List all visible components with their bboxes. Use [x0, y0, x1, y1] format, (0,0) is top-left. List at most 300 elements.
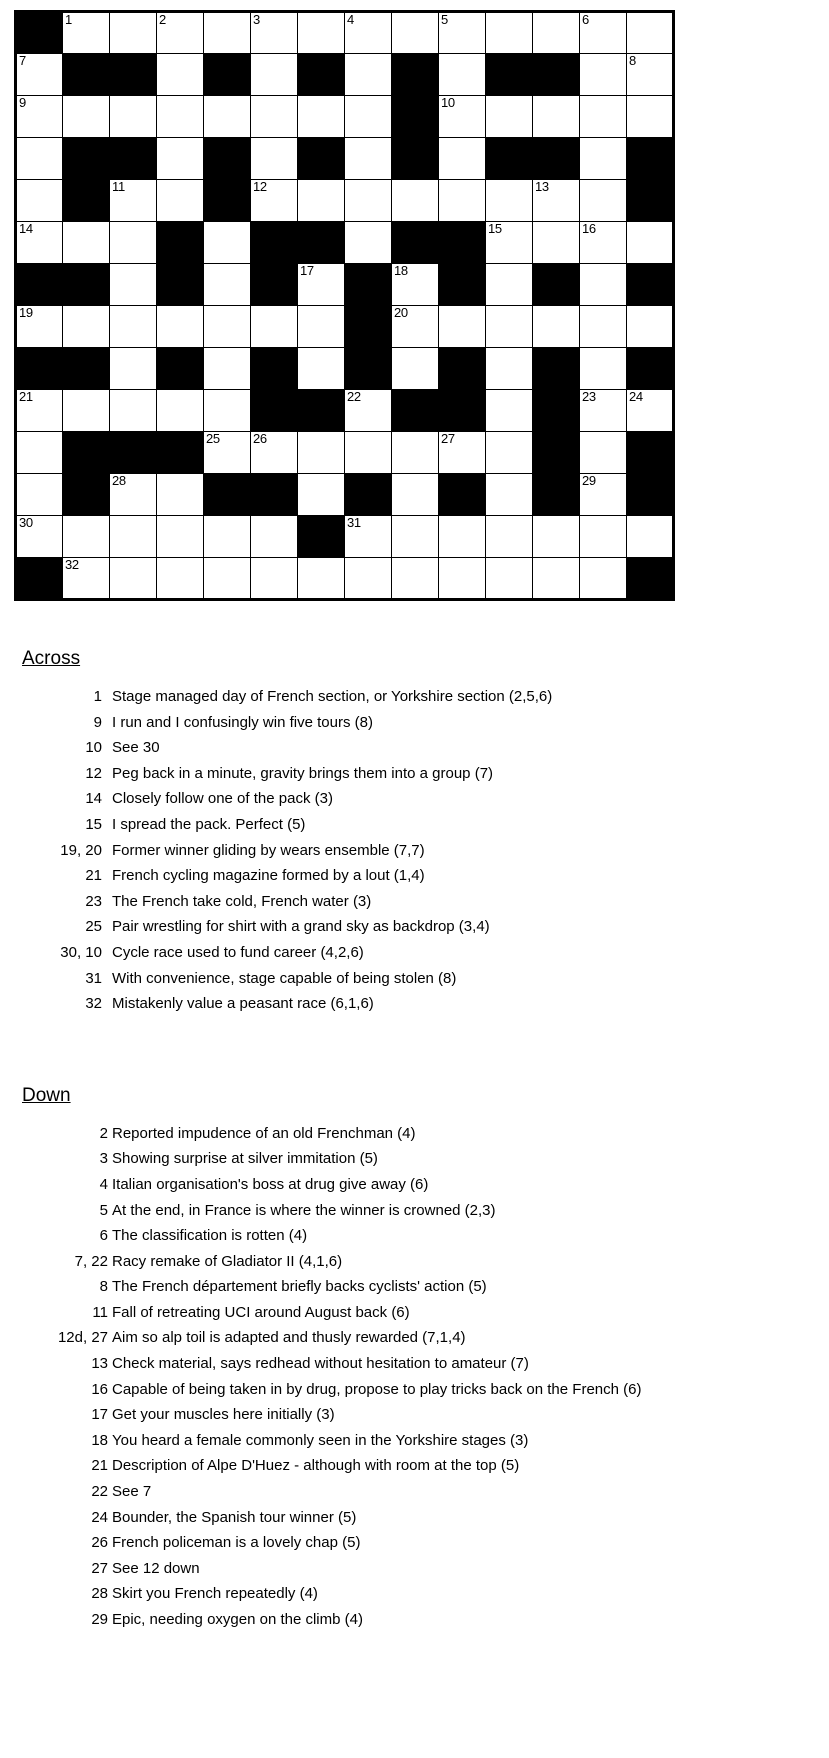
crossword-cell[interactable] [627, 306, 674, 348]
crossword-cell[interactable] [204, 558, 251, 600]
crossword-cell[interactable] [580, 432, 627, 474]
down-clue-item[interactable] [0, 1198, 829, 1224]
crossword-block-cell [392, 54, 439, 96]
crossword-cell[interactable] [298, 474, 345, 516]
down-clue-text: Italian organisation's boss at drug give away (6) [112, 1175, 429, 1193]
across-clue-text: I run and I confusingly win five tours (8) [112, 713, 373, 731]
crossword-cell[interactable] [580, 54, 627, 96]
crossword-block-cell [298, 390, 345, 432]
crossword-cell[interactable] [298, 12, 345, 54]
down-clue-item[interactable] [0, 1530, 829, 1556]
crossword-cell[interactable] [157, 558, 204, 600]
across-clue-number: 9 [93, 713, 102, 731]
down-clue-item[interactable] [0, 1453, 829, 1479]
down-clue-number: 18 [91, 1431, 108, 1449]
crossword-cell[interactable] [627, 54, 674, 96]
crossword-cell[interactable] [63, 96, 110, 138]
crossword-cell[interactable] [16, 138, 63, 180]
crossword-cell[interactable] [16, 306, 63, 348]
crossword-row [16, 222, 674, 264]
crossword-cell[interactable] [251, 12, 298, 54]
crossword-cell[interactable] [345, 180, 392, 222]
across-clue-list [0, 684, 829, 1017]
crossword-cell[interactable] [627, 390, 674, 432]
across-clue-number: 30, 10 [60, 943, 102, 961]
crossword-cell[interactable] [580, 516, 627, 558]
crossword-cell[interactable] [157, 96, 204, 138]
across-clue-number: 23 [85, 892, 102, 910]
crossword-cell[interactable] [16, 222, 63, 264]
down-clue-number: 21 [91, 1457, 108, 1475]
crossword-block-cell [16, 348, 63, 390]
cell-number: 17 [300, 263, 314, 278]
crossword-block-cell [110, 54, 157, 96]
cell-number: 19 [19, 305, 33, 320]
crossword-row [16, 180, 674, 222]
cell-number: 6 [582, 12, 589, 27]
cell-number: 13 [535, 179, 549, 194]
crossword-cell[interactable] [627, 96, 674, 138]
crossword-block-cell [627, 558, 674, 600]
crossword-block-cell [16, 558, 63, 600]
crossword-cell[interactable] [439, 96, 486, 138]
crossword-block-cell [204, 180, 251, 222]
crossword-cell[interactable] [204, 348, 251, 390]
crossword-cell[interactable] [392, 474, 439, 516]
crossword-block-cell [627, 138, 674, 180]
crossword-cell[interactable] [16, 474, 63, 516]
crossword-cell[interactable] [157, 474, 204, 516]
cell-number: 32 [65, 557, 79, 572]
crossword-block-cell [486, 54, 533, 96]
crossword-cell[interactable] [580, 348, 627, 390]
crossword-cell[interactable] [486, 348, 533, 390]
crossword-cell[interactable] [345, 12, 392, 54]
down-clue-text: Check material, says redhead without hesitation to amateur (7) [112, 1355, 529, 1373]
crossword-cell[interactable] [392, 516, 439, 558]
cell-number: 22 [347, 389, 361, 404]
crossword-block-cell [345, 306, 392, 348]
down-clue-item[interactable] [0, 1402, 829, 1428]
crossword-cell[interactable] [580, 180, 627, 222]
crossword-cell[interactable] [16, 390, 63, 432]
crossword-cell[interactable] [251, 180, 298, 222]
down-clue-item[interactable] [0, 1172, 829, 1198]
crossword-cell[interactable] [392, 558, 439, 600]
crossword-cell[interactable] [439, 306, 486, 348]
cell-number: 30 [19, 515, 33, 530]
crossword-cell[interactable] [580, 306, 627, 348]
crossword-cell[interactable] [298, 180, 345, 222]
down-clue-text: The classification is rotten (4) [112, 1227, 308, 1245]
down-clue-number: 16 [91, 1380, 108, 1398]
down-clue-text: You heard a female commonly seen in the Yorkshire stages (3) [112, 1431, 529, 1449]
crossword-cell[interactable] [439, 558, 486, 600]
crossword-cell[interactable] [439, 516, 486, 558]
crossword-block-cell [392, 390, 439, 432]
down-clue-text: Aim so alp toil is adapted and thusly rewarded (7,1,4) [112, 1329, 466, 1347]
crossword-block-cell [157, 348, 204, 390]
crossword-cell[interactable] [204, 12, 251, 54]
down-clue-text: Skirt you French repeatedly (4) [112, 1585, 318, 1603]
across-clue-item[interactable] [0, 786, 829, 812]
crossword-block-cell [251, 222, 298, 264]
crossword-cell[interactable] [251, 516, 298, 558]
crossword-cell[interactable] [298, 264, 345, 306]
crossword-cell[interactable] [580, 12, 627, 54]
across-clue-text: Closely follow one of the pack (3) [112, 790, 333, 808]
crossword-block-cell [345, 348, 392, 390]
cell-number: 3 [253, 12, 260, 27]
down-clue-number: 29 [91, 1611, 108, 1628]
across-clue-item[interactable] [0, 889, 829, 915]
down-clue-item[interactable] [0, 1223, 829, 1249]
crossword-block-cell [110, 432, 157, 474]
crossword-cell[interactable] [110, 264, 157, 306]
cell-number: 27 [441, 431, 455, 446]
crossword-grid[interactable] [14, 10, 675, 601]
crossword-cell[interactable] [157, 12, 204, 54]
crossword-block-cell [251, 390, 298, 432]
cell-number: 12 [253, 179, 267, 194]
crossword-cell[interactable] [439, 54, 486, 96]
crossword-cell[interactable] [63, 306, 110, 348]
crossword-block-cell [439, 222, 486, 264]
crossword-cell[interactable] [533, 516, 580, 558]
crossword-cell[interactable] [627, 222, 674, 264]
across-clue-number: 14 [85, 790, 102, 808]
down-clue-number: 26 [91, 1534, 108, 1552]
crossword-cell[interactable] [345, 222, 392, 264]
crossword-cell[interactable] [157, 54, 204, 96]
crossword-cell[interactable] [486, 390, 533, 432]
crossword-block-cell [439, 474, 486, 516]
crossword-cell[interactable] [110, 96, 157, 138]
crossword-cell[interactable] [345, 96, 392, 138]
down-clue-number: 8 [99, 1278, 108, 1296]
crossword-block-cell [63, 264, 110, 306]
crossword-cell[interactable] [251, 558, 298, 600]
down-clue-text: Bounder, the Spanish tour winner (5) [112, 1508, 357, 1526]
crossword-cell[interactable] [157, 390, 204, 432]
down-clue-text: At the end, in France is where the winner is crowned (2,3) [112, 1201, 496, 1219]
crossword-cell[interactable] [298, 558, 345, 600]
crossword-block-cell [627, 264, 674, 306]
crossword-cell[interactable] [533, 222, 580, 264]
crossword-cell[interactable] [533, 12, 580, 54]
crossword-cell[interactable] [345, 432, 392, 474]
crossword-cell[interactable] [486, 432, 533, 474]
down-clue-item[interactable] [0, 1146, 829, 1172]
crossword-block-cell [627, 474, 674, 516]
down-clue-item[interactable] [0, 1428, 829, 1454]
crossword-cell[interactable] [298, 96, 345, 138]
crossword-cell[interactable] [486, 180, 533, 222]
crossword-block-cell [63, 432, 110, 474]
crossword-cell[interactable] [486, 222, 533, 264]
crossword-block-cell [157, 222, 204, 264]
down-clue-item[interactable] [0, 1274, 829, 1300]
down-clue-number: 2 [99, 1124, 108, 1142]
crossword-cell[interactable] [392, 348, 439, 390]
crossword-cell[interactable] [204, 306, 251, 348]
crossword-cell[interactable] [204, 96, 251, 138]
crossword-cell[interactable] [580, 390, 627, 432]
crossword-cell[interactable] [251, 432, 298, 474]
across-clue-item[interactable] [0, 914, 829, 940]
down-clue-item[interactable] [0, 1300, 829, 1326]
crossword-block-cell [439, 264, 486, 306]
across-clue-item[interactable] [0, 812, 829, 838]
down-clue-item[interactable] [0, 1581, 829, 1607]
crossword-block-cell [204, 474, 251, 516]
crossword-cell[interactable] [110, 390, 157, 432]
crossword-cell[interactable] [16, 54, 63, 96]
down-clue-list [0, 1121, 829, 1633]
across-clue-text: Peg back in a minute, gravity brings them into a group (7) [112, 764, 494, 782]
crossword-cell[interactable] [486, 12, 533, 54]
crossword-cell[interactable] [63, 558, 110, 600]
crossword-cell[interactable] [110, 474, 157, 516]
crossword-block-cell [298, 516, 345, 558]
crossword-cell[interactable] [627, 516, 674, 558]
down-clue-text: See 7 [112, 1483, 152, 1501]
crossword-block-cell [157, 264, 204, 306]
crossword-cell[interactable] [392, 432, 439, 474]
across-clue-number: 31 [85, 969, 102, 987]
crossword-cell[interactable] [110, 306, 157, 348]
crossword-cell[interactable] [157, 180, 204, 222]
across-heading: Across [22, 648, 81, 669]
down-clue-number: 11 [92, 1303, 108, 1321]
crossword-cell[interactable] [16, 516, 63, 558]
across-clue-item[interactable] [0, 940, 829, 966]
cell-number: 7 [19, 53, 26, 68]
across-clue-item[interactable] [0, 684, 829, 710]
crossword-cell[interactable] [16, 96, 63, 138]
crossword-cell[interactable] [392, 306, 439, 348]
cell-number: 18 [394, 263, 408, 278]
across-clue-item[interactable] [0, 735, 829, 761]
crossword-cell[interactable] [439, 12, 486, 54]
crossword-cell[interactable] [63, 390, 110, 432]
crossword-cell[interactable] [110, 180, 157, 222]
crossword-cell[interactable] [486, 264, 533, 306]
crossword-cell[interactable] [345, 138, 392, 180]
crossword-cell[interactable] [16, 432, 63, 474]
down-clue-number: 4 [99, 1175, 108, 1193]
crossword-block-cell [157, 432, 204, 474]
crossword-cell[interactable] [157, 138, 204, 180]
cell-number: 20 [394, 305, 408, 320]
crossword-cell[interactable] [580, 264, 627, 306]
down-clue-item[interactable] [0, 1121, 829, 1147]
crossword-cell[interactable] [580, 138, 627, 180]
crossword-cell[interactable] [298, 348, 345, 390]
down-clue-item[interactable] [0, 1607, 829, 1633]
across-clue-number: 19, 20 [60, 841, 102, 859]
crossword-cell[interactable] [251, 96, 298, 138]
down-clue-text: Reported impudence of an old Frenchman (4) [112, 1124, 416, 1142]
crossword-block-cell [251, 348, 298, 390]
across-clue-item[interactable] [0, 710, 829, 736]
across-clue-text: The French take cold, French water (3) [112, 892, 372, 910]
crossword-cell[interactable] [204, 390, 251, 432]
crossword-block-cell [627, 180, 674, 222]
cell-number: 9 [19, 95, 26, 110]
crossword-cell[interactable] [533, 180, 580, 222]
crossword-cell[interactable] [251, 54, 298, 96]
crossword-cell[interactable] [533, 306, 580, 348]
down-clue-number: 28 [91, 1585, 108, 1603]
across-clue-text: Stage managed day of French section, or Yorkshire section (2,5,6) [112, 688, 553, 705]
crossword-block-cell [533, 432, 580, 474]
crossword-cell[interactable] [251, 138, 298, 180]
crossword-cell[interactable] [110, 516, 157, 558]
crossword-block-cell [63, 348, 110, 390]
crossword-cell[interactable] [157, 516, 204, 558]
crossword-block-cell [16, 264, 63, 306]
down-clue-number: 22 [91, 1483, 108, 1501]
cell-number: 5 [441, 12, 448, 27]
cell-number: 1 [65, 12, 72, 27]
down-clue-item[interactable] [0, 1479, 829, 1505]
crossword-block-cell [298, 54, 345, 96]
crossword-cell[interactable] [16, 180, 63, 222]
crossword-cell[interactable] [251, 306, 298, 348]
down-clue-item[interactable] [0, 1249, 829, 1275]
crossword-cell[interactable] [345, 558, 392, 600]
down-clue-number: 5 [99, 1201, 108, 1219]
crossword-cell[interactable] [439, 180, 486, 222]
crossword-cell[interactable] [486, 558, 533, 600]
cell-number: 10 [441, 95, 455, 110]
crossword-cell[interactable] [439, 432, 486, 474]
cell-number: 24 [629, 389, 643, 404]
crossword-cell[interactable] [204, 432, 251, 474]
crossword-cell[interactable] [345, 516, 392, 558]
across-clue-text: With convenience, stage capable of being stolen (8) [112, 969, 457, 987]
down-clue-item[interactable] [0, 1351, 829, 1377]
crossword-block-cell [110, 138, 157, 180]
crossword-cell[interactable] [63, 516, 110, 558]
crossword-block-cell [63, 474, 110, 516]
crossword-cell[interactable] [486, 474, 533, 516]
across-clue-number: 12 [85, 764, 102, 782]
crossword-row [16, 432, 674, 474]
cell-number: 28 [112, 473, 126, 488]
crossword-block-cell [298, 222, 345, 264]
crossword-cell[interactable] [110, 12, 157, 54]
down-clue-text: The French département briefly backs cyclists' action (5) [112, 1278, 487, 1296]
crossword-cell[interactable] [439, 138, 486, 180]
crossword-block-cell [63, 180, 110, 222]
crossword-cell[interactable] [157, 306, 204, 348]
cell-number: 25 [206, 431, 220, 446]
down-clue-text: Get your muscles here initially (3) [112, 1406, 335, 1424]
crossword-cell[interactable] [486, 516, 533, 558]
across-clue-item[interactable] [0, 838, 829, 864]
crossword-block-cell [392, 138, 439, 180]
crossword-cell[interactable] [486, 96, 533, 138]
crossword-row [16, 54, 674, 96]
down-clue-item[interactable] [0, 1325, 829, 1351]
down-clue-text: Description of Alpe D'Huez - although with room at the top (5) [112, 1457, 520, 1475]
across-clue-text: Mistakenly value a peasant race (6,1,6) [112, 995, 374, 1013]
crossword-block-cell [392, 96, 439, 138]
down-clue-text: French policeman is a lovely chap (5) [112, 1534, 361, 1552]
crossword-cell[interactable] [533, 96, 580, 138]
crossword-cell[interactable] [63, 222, 110, 264]
down-clue-number: 3 [99, 1150, 108, 1168]
across-clue-number: 10 [85, 739, 102, 757]
crossword-cell[interactable] [110, 558, 157, 600]
crossword-row [16, 12, 674, 54]
crossword-cell[interactable] [580, 474, 627, 516]
down-clue-text: See 12 down [112, 1559, 200, 1577]
crossword-block-cell [627, 348, 674, 390]
cell-number: 4 [347, 12, 354, 27]
down-clue-text: Racy remake of Gladiator II (4,1,6) [112, 1252, 343, 1270]
crossword-cell[interactable] [627, 12, 674, 54]
crossword-cell[interactable] [345, 54, 392, 96]
down-clue-item[interactable] [0, 1556, 829, 1582]
across-clue-text: Former winner gliding by wears ensemble (7,7) [112, 841, 425, 859]
crossword-block-cell [439, 390, 486, 432]
down-clue-text: Capable of being taken in by drug, propose to play tricks back on the French (6) [112, 1380, 642, 1398]
down-clue-number: 24 [91, 1508, 108, 1526]
crossword-cell[interactable] [110, 222, 157, 264]
crossword-cell[interactable] [486, 306, 533, 348]
crossword-cell[interactable] [204, 264, 251, 306]
cell-number: 8 [629, 53, 636, 68]
crossword-row [16, 390, 674, 432]
across-clue-item[interactable] [0, 863, 829, 889]
across-clue-item[interactable] [0, 966, 829, 992]
crossword-cell[interactable] [580, 222, 627, 264]
crossword-cell[interactable] [533, 558, 580, 600]
crossword-cell[interactable] [110, 348, 157, 390]
crossword-cell[interactable] [63, 12, 110, 54]
crossword-cell[interactable] [298, 432, 345, 474]
crossword-row [16, 474, 674, 516]
across-clue-number: 21 [85, 867, 102, 885]
down-clue-item[interactable] [0, 1377, 829, 1403]
crossword-block-cell [251, 264, 298, 306]
crossword-cell[interactable] [204, 516, 251, 558]
across-clue-item[interactable] [0, 761, 829, 787]
across-clue-item[interactable] [0, 991, 829, 1017]
crossword-cell[interactable] [392, 12, 439, 54]
crossword-block-cell [533, 348, 580, 390]
down-clue-number: 17 [91, 1406, 108, 1424]
crossword-row [16, 138, 674, 180]
crossword-block-cell [204, 54, 251, 96]
across-clue-number: 32 [85, 995, 102, 1013]
crossword-cell[interactable] [345, 390, 392, 432]
crossword-block-cell [533, 264, 580, 306]
crossword-cell[interactable] [204, 222, 251, 264]
crossword-cell[interactable] [580, 96, 627, 138]
crossword-cell[interactable] [392, 264, 439, 306]
crossword-grid-container [14, 10, 675, 601]
crossword-cell[interactable] [298, 306, 345, 348]
crossword-cell[interactable] [580, 558, 627, 600]
crossword-block-cell [298, 138, 345, 180]
down-clue-number: 12d, 27 [57, 1329, 108, 1347]
crossword-cell[interactable] [392, 180, 439, 222]
down-clue-item[interactable] [0, 1505, 829, 1531]
